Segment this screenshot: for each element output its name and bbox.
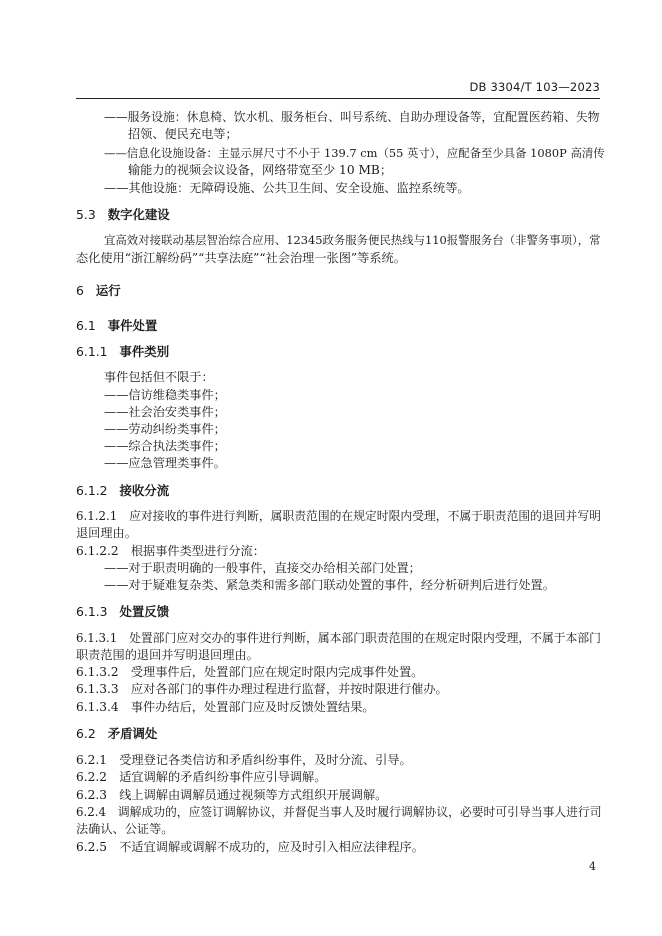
section-heading-6-1-3	[76, 604, 169, 620]
header-divider	[76, 98, 600, 99]
section-number: 6.1	[76, 318, 96, 333]
text-line: 6.2.4 调解成功的，应签订调解协议，并督促当事人及时履行调解协议，必要时可引导当事人进行司	[76, 805, 602, 819]
section-heading-6-1	[76, 318, 157, 334]
section-title: 事件处置	[107, 318, 158, 333]
list-item: ——劳动纠纷类事件；	[104, 422, 226, 436]
text-line: ——服务设施：休息椅、饮水机、服务柜台、叫号系统、自助办理设备等，宜配置医药箱、失物	[104, 110, 600, 124]
section-title: 接收分流	[119, 483, 170, 498]
list-item: ——综合执法类事件；	[104, 439, 226, 453]
section-heading-6-1-2	[76, 483, 169, 499]
text-line: 6.1.2.1 应对接收的事件进行判断，属职责范围的在规定时限内受理，不属于职责范围的退回并写明	[76, 509, 601, 523]
text-line: 6.1.2.2 根据事件类型进行分流：	[76, 544, 265, 558]
document-id-header: DB 3304/T 103—2023	[469, 80, 600, 94]
section-heading-5-3	[76, 207, 170, 223]
list-item: ——社会治安类事件；	[104, 405, 226, 419]
text-line: 输能力的视频会议设备，网络带宽至少 10 MB；	[128, 163, 393, 177]
section-heading-6-1-1	[76, 344, 169, 360]
section-number: 6	[76, 283, 84, 298]
text-line: 6.2.5 不适宜调解或调解不成功的，应及时引入相应法律程序。	[76, 840, 424, 854]
page-number: 4	[589, 860, 596, 873]
text-line: 6.2.3 线上调解由调解员通过视频等方式组织开展调解。	[76, 788, 388, 802]
section-number: 6.1.2	[76, 483, 108, 498]
text-line: 6.1.3.4 事件办结后，处置部门应及时反馈处置结果。	[76, 700, 375, 714]
text-line: 态化使用“浙江解纷码”“共享法庭”“社会治理一张图”等系统。	[76, 251, 406, 265]
section-title: 运行	[95, 283, 121, 298]
text-line: 6.2.2 适宜调解的矛盾纠纷事件应引导调解。	[76, 770, 327, 784]
text-line: 法确认、公证等。	[76, 822, 174, 836]
text-line: 招领、便民充电等；	[128, 127, 238, 141]
list-item: ——信访维稳类事件；	[104, 388, 226, 402]
section-title: 矛盾调处	[107, 726, 158, 741]
section-number: 6.2	[76, 726, 96, 741]
list-item: ——应急管理类事件。	[104, 456, 226, 470]
section-number: 6.1.3	[76, 604, 108, 619]
text-line: ——信息化设施设备：主显示屏尺寸不小于 139.7 cm（55 英寸），应配备至少具备 1080P 高清传	[104, 146, 605, 160]
text-line: 6.1.3.3 应对各部门的事件办理过程进行监督，并按时限进行催办。	[76, 682, 448, 696]
text-line: 职责范围的退回并写明退回理由。	[76, 648, 259, 662]
text-line: 6.1.3.2 受理事件后，处置部门应在规定时限内完成事件处置。	[76, 665, 424, 679]
list-item: ——对于疑难复杂类、紧急类和需多部门联动处置的事件，经分析研判后进行处置。	[104, 578, 555, 592]
section-number: 6.1.1	[76, 344, 108, 359]
section-title: 数字化建设	[107, 207, 170, 222]
section-title: 事件类别	[119, 344, 170, 359]
text-line: 宜高效对接联动基层智治综合应用、12345政务服务便民热线与110报警服务台（非警务事项），常	[104, 233, 601, 247]
section-heading-6-2	[76, 726, 157, 742]
text-line: 退回理由。	[76, 526, 137, 540]
text-line: 事件包括但不限于：	[104, 370, 214, 384]
text-line: 6.2.1 受理登记各类信访和矛盾纠纷事件，及时分流、引导。	[76, 753, 412, 767]
text-line: 6.1.3.1 处置部门应对交办的事件进行判断，属本部门职责范围的在规定时限内受理，不属于本部门	[76, 631, 601, 645]
section-title: 处置反馈	[119, 604, 170, 619]
list-item: ——对于职责明确的一般事件，直接交办给相关部门处置；	[104, 561, 421, 575]
text-line: ——其他设施：无障碍设施、公共卫生间、安全设施、监控系统等。	[104, 181, 470, 195]
section-number: 5.3	[76, 207, 96, 222]
section-heading-6	[76, 283, 121, 299]
